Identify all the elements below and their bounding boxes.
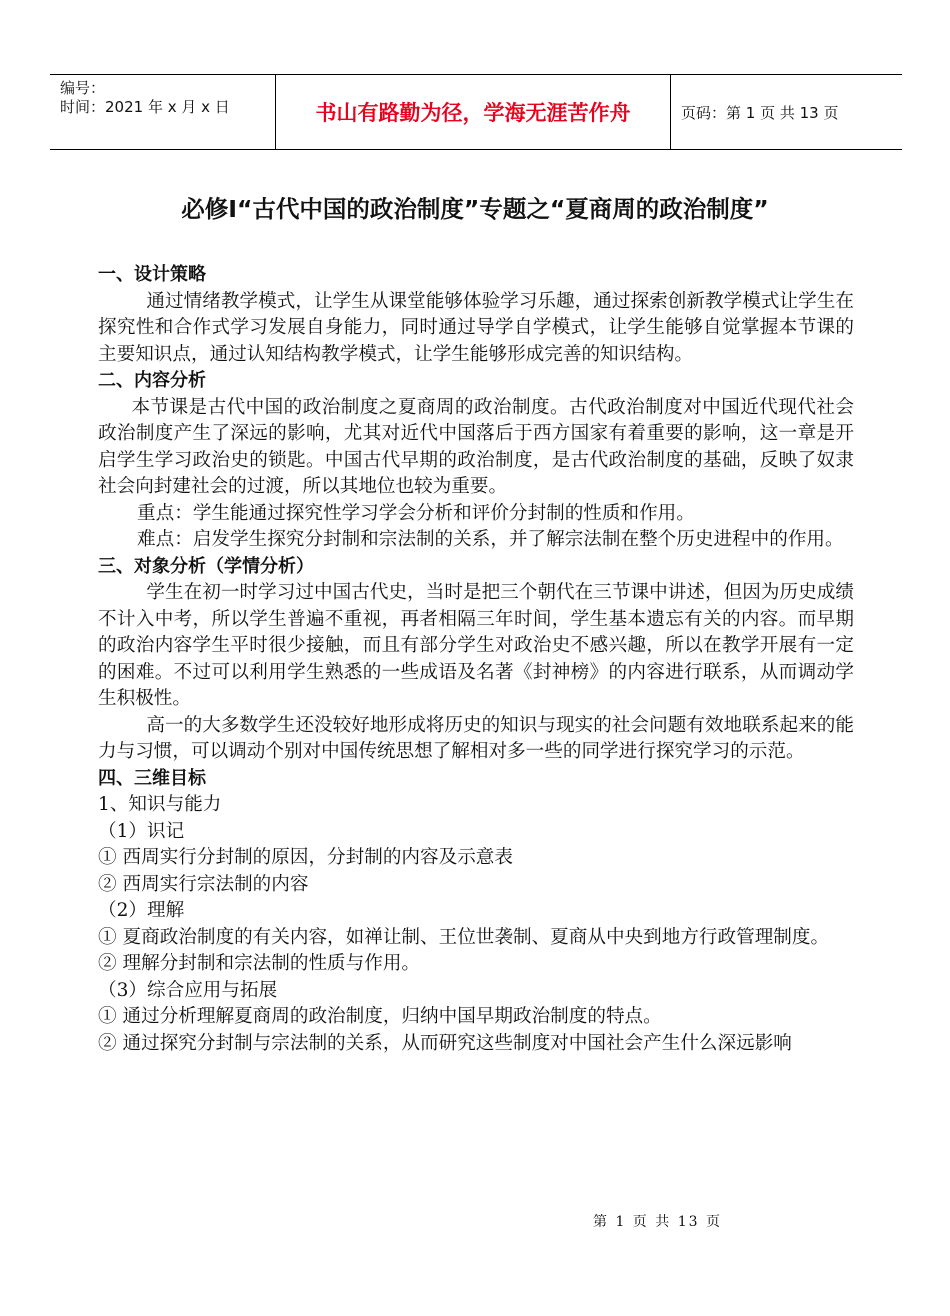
section-heading-3: 三、对象分析（学情分析）: [98, 555, 314, 577]
document-title: 必修Ⅰ“古代中国的政治制度”专题之“夏商周的政治制度”: [181, 195, 769, 223]
section-heading-4: 四、三维目标: [98, 767, 206, 789]
header-table: [50, 74, 902, 150]
section-heading-2: 二、内容分析: [98, 370, 206, 391]
motto: 书山有路勤为径，学海无涯苦作舟: [275, 75, 671, 149]
list-item: ① 西周实行分封制的原因，分封制的内容及示意表: [98, 847, 513, 868]
paragraph: 高一的大多数学生还没较好地形成将历史的知识与现实的社会问题有效地联系起来的能力与习惯，可以调动个别对中国传统思想了解相对多一些的同学进行探究学习的示范。: [98, 714, 854, 762]
list-item: （1）识记: [98, 820, 185, 842]
page-label: 页码：第 1 页 共 13 页: [681, 103, 839, 122]
list-item: ② 理解分封制和宗法制的性质与作用。: [98, 953, 421, 974]
section-heading-1: 一、设计策略: [98, 264, 206, 285]
list-item: （2）理解: [98, 900, 185, 921]
document-body: [98, 262, 854, 1057]
list-item: ① 通过分析理解夏商周的政治制度，归纳中国早期政治制度的特点。: [98, 1006, 662, 1027]
list-item: ① 夏商政治制度的有关内容，如禅让制、王位世袭制、夏商从中央到地方行政管理制度。: [98, 926, 830, 948]
list-item: ② 通过探究分封制与宗法制的关系，从而研究这些制度对中国社会产生什么深远影响: [98, 1032, 792, 1054]
time-label: 时间：2021 年 x 月 x 日: [60, 98, 230, 116]
list-item: （3）综合应用与拓展: [98, 979, 278, 1001]
page-footer: 第 1 页 共 13 页: [593, 1214, 722, 1230]
paragraph: 学生在初一时学习过中国古代史，当时是把三个朝代在三节课中讲述，但因为历史成绩不计入中考，所以学生普遍不重视，再者相隔三年时间，学生基本遗忘有关的内容。而早期的政治内容学生平时很少接触，而且有部分学生对政治史不感兴趣，所以在教学开展有一定的困难。不过可以利用学生熟悉的一些成语及名著《封神榜》的内容进行联系，从而调动学生积极性。: [98, 582, 854, 709]
key-point: 重点：学生能通过探究性学习学会分析和评价分封制的性质和作用。: [137, 502, 695, 524]
number-label: 编号：: [60, 79, 106, 97]
paragraph: 本节课是古代中国的政治制度之夏商周的政治制度。古代政治制度对中国近代现代社会政治制度产生了深远的影响，尤其对近代中国落后于西方国家有着重要的影响，这一章是开启学生学习政治史的锁匙。中国古代早期的政治制度，是古代政治制度的基础，反映了奴隶社会向封建社会的过渡，所以其地位也较为重要。: [98, 396, 854, 497]
header-left-cell: [50, 75, 275, 149]
list-item: ② 西周实行宗法制的内容: [98, 873, 309, 895]
list-item: 1、知识与能力: [98, 794, 222, 815]
difficulty-point: 难点：启发学生探究分封制和宗法制的关系，并了解宗法制在整个历史进程中的作用。: [137, 529, 844, 550]
paragraph: 通过情绪教学模式，让学生从课堂能够体验学习乐趣，通过探索创新教学模式让学生在探究性和合作式学习发展自身能力，同时通过导学自学模式，让学生能够自觉掌握本节课的主要知识点，通过认知结构教学模式，让学生能够形成完善的知识结构。: [98, 290, 854, 365]
